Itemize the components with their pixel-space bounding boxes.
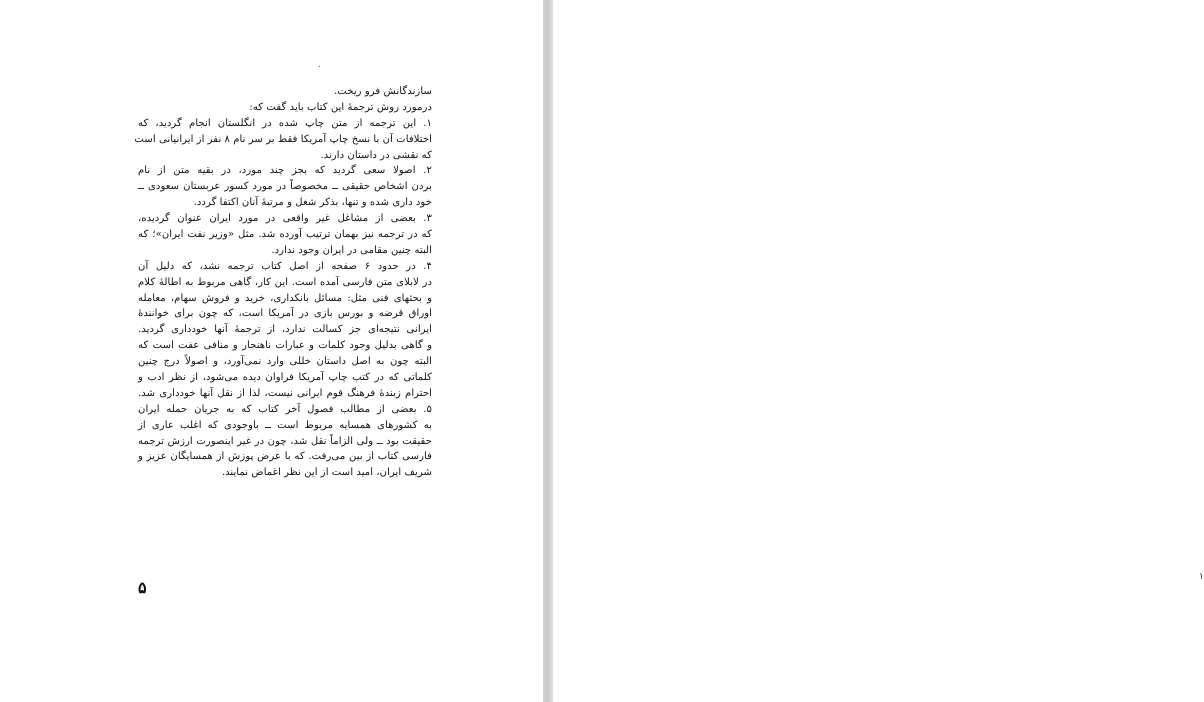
left-page-number: ۵ bbox=[138, 578, 147, 597]
text-line: کلماتی که در کتب چاپ آمریکا فراوان دیده می‌شود، از نظر ادب و bbox=[138, 372, 432, 384]
text-line: و گاهی بدلیل وجود کلمات و عبارات ناهنجار و منافی عفت است که bbox=[138, 340, 432, 352]
page-text-block bbox=[134, 84, 432, 481]
text-line: ایرانی نتیجه‌ای جز کسالت ندارد، از ترجمهٔ آنها خودداری گردید. bbox=[138, 324, 432, 336]
text-line: خود داری شده و تنها، بذکر شغل و مرتبهٔ آنان اکتفا گردد. bbox=[193, 197, 432, 209]
text-line: به کشورهای همسایه مربوط است ــ باوجودی که اغلب عاری از bbox=[138, 419, 432, 431]
text-line: ۵. بعضی از مطالب فصول آخر کتاب که به جریان حمله ایران bbox=[138, 403, 432, 415]
text-line: ۴. در حدود ۶ صفحه از اصل کتاب ترجمه نشد، که دلیل آن bbox=[138, 260, 432, 272]
text-line: ۳. بعضی از مشاغل غیر واقعی در مورد ایران عنوان گردیده، bbox=[138, 213, 432, 225]
text-line: حقیقت بود ــ ولی الزاماً نقل شد، چون در غیر اینصورت ارزش ترجمه bbox=[138, 435, 432, 447]
text-line: که نقشی در داستان دارند. bbox=[320, 149, 432, 161]
text-line: که در ترجمه نیز بهمان ترتیب آورده شد. مثل «وزیر نفت ایران»؛ که bbox=[138, 229, 432, 241]
text-line: اوراق قرضه و بورس بازی در آمریکا است، که چون برای خوانندهٔ bbox=[138, 308, 432, 320]
text-line: البته چنین مقامی در ایران وجود ندارد. bbox=[271, 244, 432, 256]
text-line: ۱. این ترجمه از متن چاپ شده در انگلستان انجام گردید، که bbox=[138, 117, 432, 129]
page-gutter bbox=[543, 0, 553, 702]
text-line: در لابلای متن فارسی آمده است. این کار، گاهی مربوط به اطالهٔ کلام bbox=[138, 276, 432, 288]
right-page bbox=[553, 0, 1204, 702]
text-line: فارسی کتاب از بین می‌رفت. که با عرض پوزش از همسایگان عزیز و bbox=[138, 451, 432, 463]
text-line: بردن اشخاص حقیقی ــ مخصوصاً در مورد کسور عربستان سعودی ــ bbox=[138, 181, 432, 193]
text-line: درمورد روش ترجمهٔ این کتاب باید گفت که: bbox=[249, 101, 432, 113]
right-page-number: ۱ bbox=[1199, 572, 1204, 582]
text-line: احترام زبندهٔ فرهنگ قوم ایرانی نیست، لذا از نقل آنها خودداری شد. bbox=[138, 387, 432, 399]
left-page bbox=[0, 0, 543, 702]
top-mark: . bbox=[318, 60, 321, 69]
text-line: و بحثهای فنی مثل: مسائل بانکداری، خرید و فروش سهام، معامله bbox=[138, 292, 432, 304]
text-line: شریف ایران، امید است از این نظر اغماض نمایند. bbox=[221, 467, 432, 479]
text-line: سازندگانش فرو ریخت. bbox=[334, 86, 432, 97]
text-line: اختلافات آن با نسخ چاپ آمریکا فقط بر سر نام ۸ نفر از ایرانیانی است bbox=[134, 133, 432, 145]
text-line: البته چون به اصل داستان خللی وارد نمی‌آورد، و اصولاً درج چنین bbox=[138, 356, 432, 368]
text-line: ۲. اصولا سعی گردید که بجز چند مورد، در بقیه متن از نام bbox=[138, 165, 432, 177]
